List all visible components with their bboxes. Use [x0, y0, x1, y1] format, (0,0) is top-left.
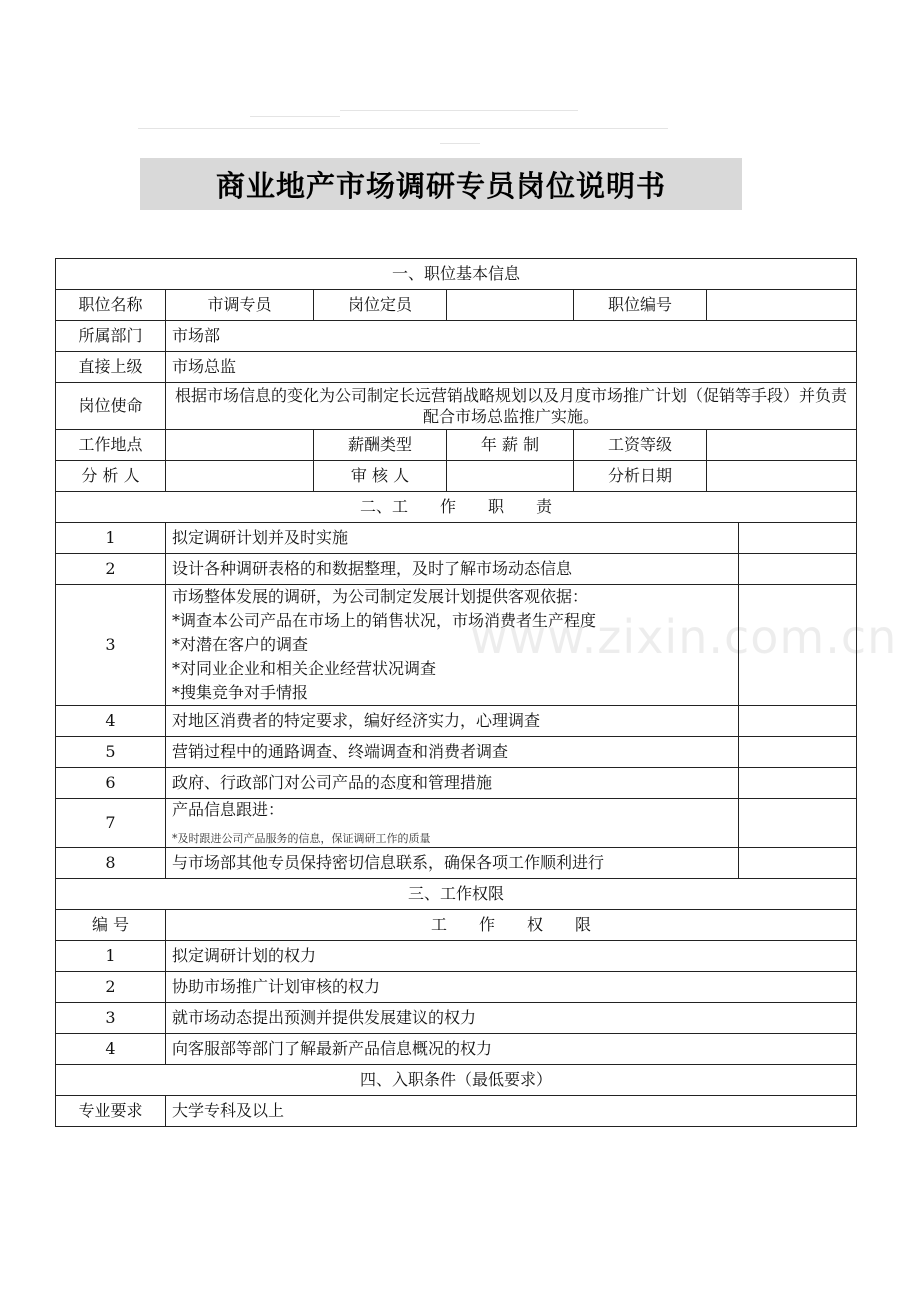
duty-number: 4	[56, 706, 166, 737]
grade-value	[707, 430, 857, 461]
authority-number: 2	[56, 972, 166, 1003]
authority-text: 协助市场推广计划审核的权力	[166, 972, 857, 1003]
authority-col-title: 工 作 权 限	[166, 910, 857, 941]
superior-value: 市场总监	[166, 352, 857, 383]
date-value	[707, 461, 857, 492]
duty-extra-cell	[739, 848, 857, 879]
duty-line: *对同业企业和相关企业经营状况调查	[172, 659, 437, 678]
headcount-label: 岗位定员	[314, 290, 447, 321]
section1-heading: 一、职位基本信息	[56, 259, 857, 290]
analyst-value	[166, 461, 314, 492]
job-code-value	[707, 290, 857, 321]
duty-number: 7	[56, 799, 166, 848]
authority-text: 就市场动态提出预测并提供发展建议的权力	[166, 1003, 857, 1034]
major-label: 专业要求	[56, 1096, 166, 1127]
duty-extra-cell	[739, 706, 857, 737]
major-value: 大学专科及以上	[166, 1096, 857, 1127]
duty-text-with-note	[166, 799, 739, 848]
section3-heading: 三、工作权限	[56, 879, 857, 910]
header-rule-3	[250, 116, 340, 117]
duty-line: 产品信息跟进：	[172, 800, 285, 819]
duty-extra-cell	[739, 737, 857, 768]
duty-line: *调查本公司产品在市场上的销售状况，市场消费者生产程度	[172, 611, 597, 630]
reviewer-label: 审 核 人	[314, 461, 447, 492]
dept-label: 所属部门	[56, 321, 166, 352]
analyst-label: 分 析 人	[56, 461, 166, 492]
job-title-label: 职位名称	[56, 290, 166, 321]
mission-label: 岗位使命	[56, 383, 166, 430]
date-label: 分析日期	[574, 461, 707, 492]
duty-text: 拟定调研计划并及时实施	[166, 523, 739, 554]
section2-heading: 二、工 作 职 责	[56, 492, 857, 523]
duty-number: 1	[56, 523, 166, 554]
headcount-value	[447, 290, 574, 321]
duty-number: 5	[56, 737, 166, 768]
duty-number: 8	[56, 848, 166, 879]
job-code-label: 职位编号	[574, 290, 707, 321]
document-title: 商业地产市场调研专员岗位说明书	[215, 168, 666, 203]
duty-number: 6	[56, 768, 166, 799]
duty-line: *对潜在客户的调查	[172, 635, 309, 654]
grade-label: 工资等级	[574, 430, 707, 461]
authority-col-number: 编 号	[56, 910, 166, 941]
authority-number: 1	[56, 941, 166, 972]
authority-number: 4	[56, 1034, 166, 1065]
header-rule-2	[138, 128, 668, 129]
watermark: www.zixin.com.cn	[470, 610, 898, 664]
authority-text: 拟定调研计划的权力	[166, 941, 857, 972]
duty-number: 3	[56, 585, 166, 706]
job-description-table	[55, 258, 857, 1127]
duty-text: 政府、行政部门对公司产品的态度和管理措施	[166, 768, 739, 799]
duty-note: *及时跟进公司产品服务的信息，保证调研工作的质量	[172, 832, 431, 845]
duty-extra-cell	[739, 554, 857, 585]
mission-value: 根据市场信息的变化为公司制定长远营销战略规划以及月度市场推广计划（促销等手段）并负责配合市场总监推广实施。	[166, 383, 857, 430]
document-title-band	[140, 158, 742, 210]
duty-extra-cell	[739, 523, 857, 554]
dept-value: 市场部	[166, 321, 857, 352]
header-rule-4	[440, 143, 480, 144]
duty-text: 对地区消费者的特定要求，编好经济实力，心理调查	[166, 706, 739, 737]
duty-text: 营销过程中的通路调查、终端调查和消费者调查	[166, 737, 739, 768]
duty-extra-cell	[739, 585, 857, 706]
pay-type-value: 年 薪 制	[447, 430, 574, 461]
location-value	[166, 430, 314, 461]
duty-extra-cell	[739, 768, 857, 799]
reviewer-value	[447, 461, 574, 492]
superior-label: 直接上级	[56, 352, 166, 383]
duty-line: *搜集竞争对手情报	[172, 683, 309, 702]
pay-type-label: 薪酬类型	[314, 430, 447, 461]
duty-number: 2	[56, 554, 166, 585]
section4-heading: 四、入职条件（最低要求）	[56, 1065, 857, 1096]
duty-text-multiline	[166, 585, 739, 706]
authority-text: 向客服部等部门了解最新产品信息概况的权力	[166, 1034, 857, 1065]
duty-text: 与市场部其他专员保持密切信息联系，确保各项工作顺利进行	[166, 848, 739, 879]
authority-number: 3	[56, 1003, 166, 1034]
duty-line: 市场整体发展的调研，为公司制定发展计划提供客观依据：	[172, 587, 589, 606]
job-title-value: 市调专员	[166, 290, 314, 321]
header-rule-1	[340, 110, 578, 111]
duty-text: 设计各种调研表格的和数据整理，及时了解市场动态信息	[166, 554, 739, 585]
duty-extra-cell	[739, 799, 857, 848]
location-label: 工作地点	[56, 430, 166, 461]
